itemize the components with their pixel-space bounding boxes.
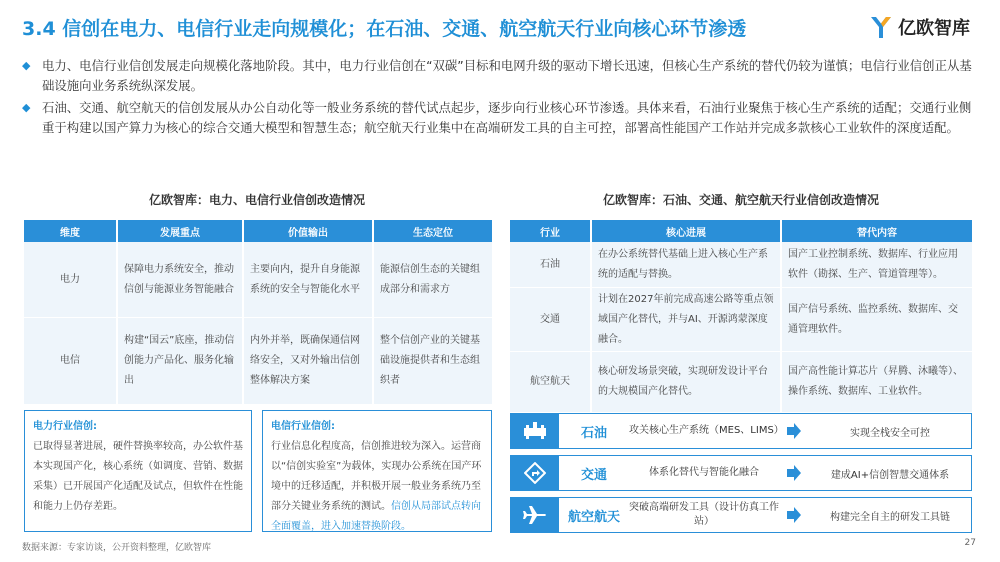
box-title: 电信行业信创:: [271, 421, 335, 432]
table-row: [510, 242, 972, 288]
box-text: 已取得显著进展，硬件替换率较高，办公软件基本实现国产化，核心系统（如调度、营销、数据采集）已开展国产化适配及试点，但软件在性能和能力上仍存差距。: [33, 441, 243, 512]
table-cell: 构建“国云”底座，推动信创能力产品化、服务化输出: [116, 318, 242, 404]
table-row: [510, 352, 972, 412]
table-row: [510, 288, 972, 352]
table-cell: 国产工业控制系统、数据库、行业应用软件（勘探、生产、管道管理等）。: [780, 242, 972, 288]
box-body: 行业信息化程度高，信创推进较为深入。运营商以“信创实验室”为载体，实现办公系统在国产环境中的迁移适配，并积极开展一般业务系统乃至部分关键业务系统的测试。: [271, 441, 482, 512]
flow-row-oil: [510, 413, 972, 449]
box-title: 电力行业信创:: [33, 421, 97, 432]
arrow-right-icon: [779, 423, 809, 439]
table-cell: 整个信创产业的关键基础设施提供者和生态组织者: [372, 318, 492, 404]
pipeline-icon: [511, 414, 559, 448]
flow-name: 航空航天: [567, 509, 620, 525]
table-cell: 交通: [510, 288, 590, 352]
table-cell: 能源信创生态的关键组成部分和需求方: [372, 242, 492, 318]
flow-action: 体系化替代与智能化融合: [649, 467, 759, 478]
left-panel-title: 亿欧智库：电力、电信行业信创改造情况: [148, 193, 365, 207]
road-sign-icon: [511, 456, 559, 490]
box-text: [271, 437, 483, 537]
table-header: 核心进展: [590, 220, 780, 242]
flow-name: 石油: [580, 425, 607, 441]
page-number: 27: [964, 538, 976, 548]
table-header: 维度: [24, 220, 116, 242]
bullet-text: 石油、交通、航空航天的信创发展从办公自动化等一般业务系统的替代试点起步，逐步向行业核心环节渗透。具体来看，石油行业聚焦于核心生产系统的适配；交通行业侧重于构建以国产算力为核心的综合交通大模型和智慧生态；航空航天行业集中在高端研发工具的自主可控，部署高性能国产工作站并完成多款核心工业软件的深度适配。: [42, 100, 972, 135]
flow-result: 实现全栈安全可控: [850, 427, 930, 439]
brand-logo: [868, 14, 970, 40]
bullet-text: 电力、电信行业信创发展走向规模化落地阶段。其中，电力行业信创在“双碳”目标和电网升级的驱动下增长迅速，但核心生产系统的替代仍较为谨慎；电信行业信创正从基础设施向业务系统纵深发展。: [42, 58, 972, 93]
table-cell: 国产高性能计算芯片（昇腾、沐曦等）、操作系统、数据库、工业软件。: [780, 352, 972, 412]
table-header: 替代内容: [780, 220, 972, 242]
power-note-box: [24, 410, 252, 532]
table-cell: 国产信号系统、监控系统、数据库、交通管理软件。: [780, 288, 972, 352]
flow-result: 建成AI+信创智慧交通体系: [830, 469, 950, 481]
right-table: [510, 220, 972, 412]
arrow-right-icon: [779, 465, 809, 481]
bullet-item: [22, 56, 978, 96]
table-cell: 石油: [510, 242, 590, 288]
table-header: 发展重点: [116, 220, 242, 242]
airplane-icon: [511, 498, 559, 532]
table-cell: 计划在2027年前完成高速公路等重点领域国产化替代，并与AI、开源鸿蒙深度融合。: [590, 288, 780, 352]
table-cell: 主要向内，提升自身能源系统的安全与智能化水平: [242, 242, 372, 318]
bullet-item: [22, 98, 978, 138]
flow-action: 攻关核心生产系统（MES、LIMS）: [629, 425, 784, 436]
logo-icon: [868, 14, 894, 40]
telecom-note-box: [262, 410, 492, 532]
table-header: 生态定位: [372, 220, 492, 242]
diamond-icon: ◆: [22, 59, 31, 72]
table-cell: 在办公系统替代基础上进入核心生产系统的适配与替换。: [590, 242, 780, 288]
right-panel-title: 亿欧智库：石油、交通、航空航天行业信创改造情况: [602, 193, 879, 207]
table-header: 行业: [510, 220, 590, 242]
left-table: [24, 220, 492, 404]
table-row: [24, 242, 492, 318]
flow-action: 突破高端研发工具（设计仿真工作站）: [629, 502, 779, 527]
table-cell: 核心研发场景突破，实现研发设计平台的大规模国产化替代。: [590, 352, 780, 412]
box-highlight: 信创从局部试点转向全面覆盖，进入加速替换阶段。: [271, 501, 481, 532]
table-row: [24, 318, 492, 404]
table-cell: 电力: [24, 242, 116, 318]
summary-bullets: [22, 56, 978, 140]
table-header: 价值输出: [242, 220, 372, 242]
flow-row-aerospace: [510, 497, 972, 533]
page-title: 3.4 信创在电力、电信行业走向规模化；在石油、交通、航空航天行业向核心环节渗透: [22, 18, 747, 40]
source-note: 数据来源：专家访谈，公开资料整理，亿欧智库: [22, 543, 212, 553]
table-cell: 航空航天: [510, 352, 590, 412]
flow-result: 构建完全自主的研发工具链: [830, 511, 950, 523]
arrow-right-icon: [779, 507, 809, 523]
table-cell: 保障电力系统安全，推动信创与能源业务智能融合: [116, 242, 242, 318]
flow-row-transport: [510, 455, 972, 491]
table-cell: 内外并举，既确保通信网络安全，又对外输出信创整体解决方案: [242, 318, 372, 404]
diamond-icon: ◆: [22, 101, 31, 114]
logo-text: 亿欧智库: [898, 18, 970, 39]
flow-name: 交通: [580, 467, 607, 483]
table-cell: 电信: [24, 318, 116, 404]
